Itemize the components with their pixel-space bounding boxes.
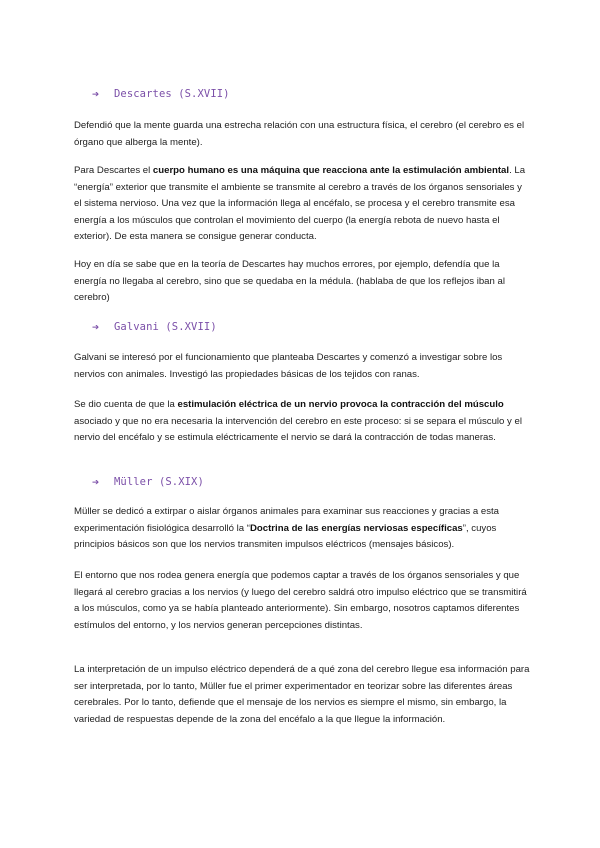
arrow-right-icon: ➔ [92,475,100,489]
paragraph: Se dio cuenta de que la estimulación eléctrica de un nervio provoca la contracción del músculo asociado y que no era necesaria la intervención del cerebro en este proceso: si se separa el músculo y el nervio del encéfalo y se estimula eléctricamente el nervio se dará la contracción de todas maneras. [74,399,522,444]
heading-text: Müller (S.XIX) [114,476,204,488]
section-heading-descartes [92,88,230,100]
bold-text: estimulación eléctrica de un nervio provoca la contracción del músculo [177,399,504,410]
paragraph: Hoy en día se sabe que en la teoría de Descartes hay muchos errores, por ejemplo, defendía que la energía no llegaba al cerebro, sino que se quedaba en la médula. (hablaba de que los reflejos iban al cerebro) [74,259,505,304]
heading-text: Galvani (S.XVII) [114,321,217,333]
heading-text: Descartes (S.XVII) [114,88,230,100]
bold-text: Doctrina de las energías nerviosas específicas [249,522,463,534]
arrow-right-icon: ➔ [92,87,100,101]
paragraph: La interpretación de un impulso eléctrico dependerá de a qué zona del cerebro llegue esa información para ser interpretada, por lo tanto, Müller fue el primer experimentador en teorizar sobre las diferentes áreas cerebrales. Por lo tanto, defiende que el mensaje de los nervios es siempre el mismo, sin embargo, la variedad de respuestas depende de la zona del encéfalo a la que llegue la información. [74,664,530,725]
paragraph: Defendió que la mente guarda una estrecha relación con una estructura física, el cerebro (el cerebro es el órgano que alberga la mente). [74,120,525,148]
paragraph: El entorno que nos rodea genera energía que podemos captar a través de los órganos sensoriales y que llegará al cerebro gracias a los nervios (y luego del cerebro saldrá otro impulso eléctrico que se transmitirá a los músculos, como ya se había planteado anteriormente). Sin embargo, nosotros captamos diferentes estímulos del entorno, y los nervios generan percepciones distintas. [74,570,527,631]
section-heading-galvani [92,321,217,333]
paragraph: Galvani se interesó por el funcionamiento que planteaba Descartes y comenzó a investigar sobre los nervios con animales. Investigó las propiedades básicas de los tejidos con ranas. [74,352,503,380]
section-heading-muller [92,476,204,488]
paragraph: Para Descartes el cuerpo humano es una máquina que reacciona ante la estimulación ambiental. La “energía” exterior que transmite el ambiente se transmite al cerebro a través de los órganos sensoriales y el sistema nervioso. Una vez que la información llega al encéfalo, se procesa y el cerebro transmite esa energía a los músculos que controlan el movimiento del cuerpo (la energía rebota de nuevo hasta el exterior). De esta manera se consigue generar conducta. [74,165,526,243]
paragraph: Müller se dedicó a extirpar o aislar órganos animales para examinar sus reacciones y gracias a esta experimentación fisiológica desarrolló la “Doctrina de las energías nerviosas específicas”, cuyos principios básicos son que los nervios transmiten impulsos eléctricos (mensajes básicos). [74,506,499,551]
bold-text: cuerpo humano es una máquina que reacciona ante la estimulación ambiental [152,165,510,176]
arrow-right-icon: ➔ [92,320,100,334]
